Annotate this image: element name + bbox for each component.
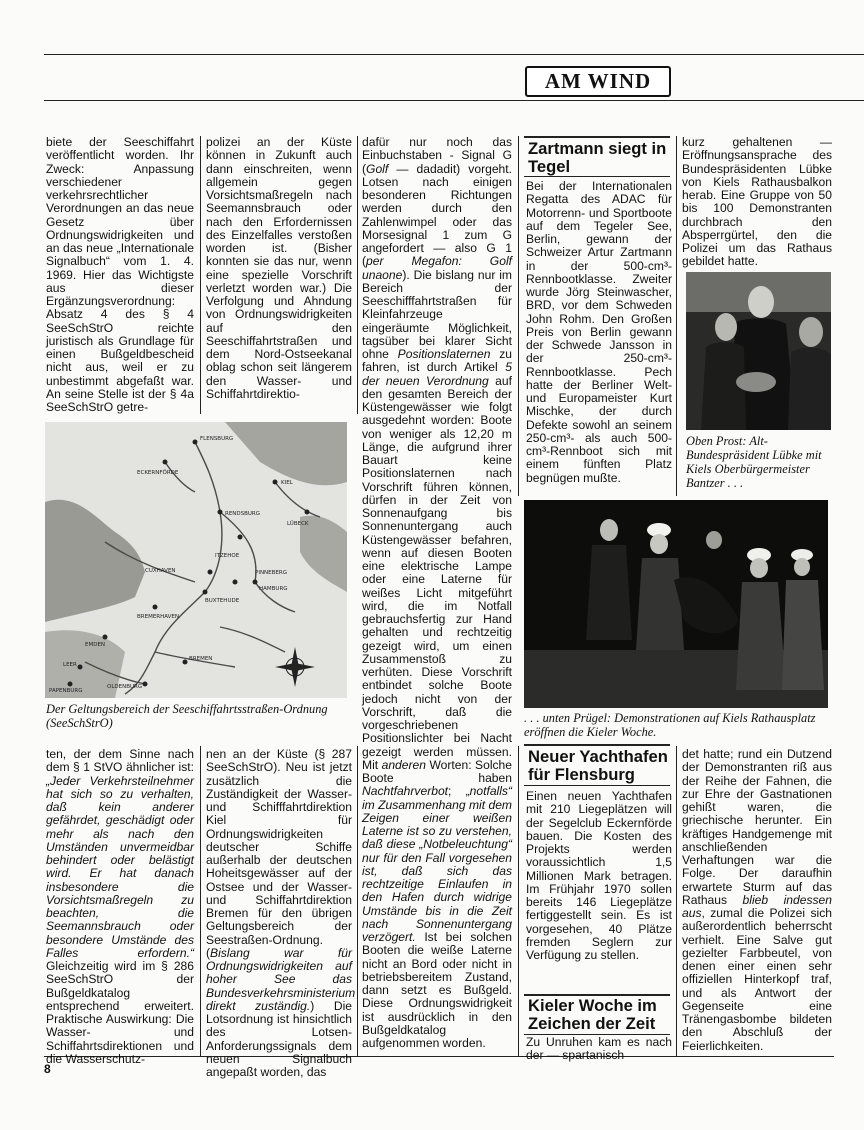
article-text: det hatte; rund ein Dutzend der Demonstranten riß aus der Reihe der Fahnen, die zur Ehre der Gastnationen gehißt waren, die griechische herunter. Ein kräftiges Handgemenge mit anschließenden Verhaftungen war die Folge. Der daraufhin erwartete Sturm auf das Rathaus blieb indessen aus, zumal die Polizei sich außerordentlich beherrscht verhielt. Eine Salve gut gezielter Farbbeutel, von denen einer einen sehr offiziellen Hinterkopf traf, und als Antwort der Gegenseite eine Tränengasbombe bildeten den Abschluß der Feierlichkeiten. <box>682 747 833 1053</box>
column-rule <box>357 136 358 414</box>
zartmann-article <box>526 180 672 488</box>
article-text: polizei an der Küste können in Zukunft auch dann einschreiten, wenn allgemein gegen Vorsichtsmaßregeln nach Seemannsbrauch oder nach den Erfordernissen des Einzelfalles verstoßen worden ist. (Bisher konnten sie das nur, wenn eine spezielle Vorschrift verletzt worden war.) Die Verfolgung und Ahndung von Ordnungswidrigkeiten auf den Seeschiffahrtstraßen und dem Nord-Ostseekanal oblag schon seit längerem den Wasser- und Schiffahrtdirektio- <box>206 135 352 401</box>
article-text: biete der Seeschiffahrt veröffentlicht worden. Ihr Zweck: Anpassung verschiedener verkehrsrechtlicher Verordnungen an das neue Gesetz über Ordnungswidrigkeiten und an das neue „Internationale Signalbuch“ vom 1. 4. 1969. Hier das Wichtigste aus dieser Ergänzungsverordnung: Absatz 4 des § 4 SeeSchStrO reichte juristisch als Grundlage für einen Bußgeldbescheid nicht aus, weil er zu unbestimmt abgefaßt war. An seine Stelle ist der § 4a SeeSchStrO getre- <box>46 135 194 414</box>
map-label: PAPENBURG <box>49 688 83 694</box>
photo-luebke-caption: Oben Prost: Alt-Bundespräsident Lübke mit Kiels Oberbürgermeister Bantzer . . . <box>686 434 822 490</box>
article-text: Einen neuen Yachthafen mit 210 Liegeplätzen will der Segelclub Eckernförde bauen. Die Kosten des Projekts werden voraussichtlich 1,5 Millionen Mark betragen. Im Frühjahr 1970 sollen bereits 146 Liegeplätze fertiggestellt sein. Es ist vorgesehen, 40 Plätze fremden Seglern zur Verfügung zu stellen. <box>526 789 672 962</box>
map-label: LÜBECK <box>287 521 309 527</box>
article-column-2-bottom <box>206 747 356 1079</box>
zartmann-headline: Zartmann siegt in Tegel <box>528 139 667 176</box>
header-bottom-rule <box>44 100 864 101</box>
map-label: HAMBURG <box>259 586 288 592</box>
map-image <box>45 422 347 698</box>
headline-frame-rule <box>524 136 670 138</box>
column-rule <box>200 746 201 1056</box>
map-label: RENDSBURG <box>225 511 261 517</box>
map-label: CUXHAVEN <box>145 568 176 574</box>
article-text: Bei der Internationalen Regatta des ADAC für Motorrenn- und Sportboote auf dem Tegeler See, Berlin, gewann der Schweizer Artur Zartmann in der 500-cm³-Rennbootklasse. Zweiter wurde Jörg Steinwascher, BRD, vor dem Schweden John Rohm. Den Großen Preis von Berlin gewann der Schwede Jansson in der 250-cm³-Rennbootklasse. Pech hatte der Berliner Welt- und Europameister Kurt Mischke, der durch Defekte sowohl an seinem 250-cm³- als auch 500-cm³-Rennboot sich mit einem fünften Platz begnügen mußte. <box>526 179 672 485</box>
photo-luebke <box>686 272 831 430</box>
map-label: BREMEN <box>189 656 213 662</box>
column-rule <box>518 136 519 496</box>
map-label: KIEL <box>281 480 293 486</box>
map-label: ITZEHOE <box>215 553 240 559</box>
map-label: FLENSBURG <box>200 436 234 442</box>
headline-frame-rule <box>524 785 670 786</box>
headline-frame-rule <box>524 176 670 177</box>
kieler-woche-headline: Kieler Woche im Zeichen der Zeit <box>528 996 657 1033</box>
map-label: LEER <box>63 662 77 668</box>
kiel-article-continued-top <box>682 136 832 268</box>
article-text: dafür nur noch das Einbuchstaben - Signal G (Golf — dadadit) vorgeht. Lotsen nach einigen besonderen Richtungen werden durch den Zahlenwimpel oder das Morsesignal 1 zum G angefordert — also G 1 (per Megafon: Golf unaone). Die bislang nur im Bereich der Seeschifffahrtstraßen für Kleinfahrzeuge eingeräumte Möglichkeit, tagsüber bei klarer Sicht ohne Positionslaternen zu fahren, ist durch Artikel 5 der neuen Verordnung auf den gesamten Bereich der Küstengewässer wie folgt ausgedehnt worden: Boote von weniger als 12,20 m Länge, die aufgrund ihrer Bauart keine Positionslaternen nach Vorschrift führen können, dürfen in der Zeit von Sonnenaufgang bis Sonnenuntergang auch Küstengewässer befahren, wenn auf diesen Booten eine elektrische Lampe oder eine Laterne für weißes Licht mitgeführt wird, die im Notfall gebrauchsfertig zur Hand gehalten und rechtzeitig gezeigt wird, um einen Zusammenstoß zu verhüten. Diese Vorschrift entbindet solche Boote jedoch nicht von der Vorschrift, daß die vorgeschriebenen Positionslichter bei Nacht gezeigt werden müssen. Mit anderen Worten: Solche Boote haben Nachtfahrverbot; „notfalls“ im Zusammenhang mit dem Zeigen einer weißen Laterne ist so zu verstehen, daß diese „Notbeleuchtung“ nur für den Fall vorgesehen ist, daß sich das rechtzeitige Einlaufen in den Hafen durch widrige Umstände bis in die Zeit nach Sonnenuntergang verzögert. Ist bei solchen Booten die weiße Laterne nicht an Bord oder nicht in betriebsbereitem Zustand, dann setzt es Bußgeld. Diese Ordnungswidrigkeit ist ausdrücklich in den Bußgeldkatalog aufgenommen worden. <box>362 135 513 1050</box>
article-column-2-top <box>206 136 352 402</box>
page-number: 8 <box>44 1062 51 1076</box>
column-rule <box>676 746 677 1056</box>
map-label: BUXTEHUDE <box>205 598 240 604</box>
column-rule <box>200 136 201 414</box>
headline-frame-rule <box>524 744 670 746</box>
yachthafen-article <box>526 790 672 986</box>
yachthafen-headline: Neuer Yachthafen für Flensburg <box>528 747 668 784</box>
article-text: kurz gehaltenen — Eröffnungsansprache des Bundespräsidenten Lübke von Kiels Rathausbalkon herab. Eine Gruppe von 50 bis 100 Demonstranten durchbrach den Absperrgürtel, den die Polizei um das Rathaus gebildet hatte. <box>682 135 832 269</box>
photo-demonstration-caption: . . . unten Prügel: Demonstrationen auf Kiels Rathausplatz eröffnen die Kieler Woche. <box>524 711 816 739</box>
column-rule <box>357 746 358 1056</box>
article-text: nen an der Küste (§ 287 SeeSchStrO). Neu ist jetzt zusätzlich die Zuständigkeit der Wasser- und Schifffahrtdirektion Kiel für Ordnungswidrigkeiten deutscher Schiffe außerhalb der deutschen Hoheitsgewässer auf der Ostsee und der Wasser- und Schiffahrtdirektion Bremen für den übrigen Geltungsbereich der Seestraßen-Ordnung. (Bislang war für Ordnungswidrigkeiten auf hoher See das Bundesverkehrsministerium direkt zuständig.) Die Lotsordnung ist hinsichtlich des Lotsen-Anforderungssignals dem neuen Signalbuch angepaßt worden, das <box>206 747 356 1079</box>
article-column-1-bottom <box>46 747 194 1066</box>
column-rule <box>676 136 677 496</box>
map-label: OLDENBURG <box>107 684 143 690</box>
photo-demonstration <box>524 500 828 708</box>
map-label: ECKERNFÖRDE <box>137 470 179 476</box>
article-text: ten, der dem Sinne nach dem § 1 StVO ähnlicher ist: „Jeder Verkehrsteilnehmer hat sich so zu verhalten, daß kein anderer gefährdet, geschädigt oder mehr als nach den Umständen unvermeidbar behindert oder belästigt wird. Er hat danach insbesondere die Vorsichtsmaßregeln zu beachten, die Seemannsbrauch oder besondere Umstände des Falles erfordern.“ Gleichzeitig wird im § 286 SeeSchStrO der Bußgeldkatalog entsprechend erweitert. Praktische Auswirkung: Die Wasser- und Schiffahrtsdirektionen und die Wasserschutz- <box>46 747 194 1066</box>
map-label: PINNEBERG <box>255 570 287 576</box>
kieler-woche-article <box>526 1035 672 1063</box>
map-label: EMDEN <box>85 642 106 648</box>
kiel-article-continued-bottom <box>682 748 832 1054</box>
photo-luebke-graphic <box>686 272 831 430</box>
photo-demonstration-graphic <box>524 500 828 708</box>
article-column-1-top <box>46 135 194 414</box>
map-caption: Der Geltungsbereich der Seeschiffahrtsstraßen-Ordnung (SeeSchStrO) <box>46 702 328 730</box>
column-rule <box>518 746 519 1056</box>
article-text: Zu Unruhen kam es nach der — spartanisch <box>526 1035 672 1063</box>
top-rule <box>44 54 864 55</box>
article-column-3 <box>362 136 512 1056</box>
map-graphic <box>45 422 347 698</box>
map-label: BREMERHAVEN <box>137 614 180 620</box>
section-logo: AM WIND <box>525 66 671 97</box>
